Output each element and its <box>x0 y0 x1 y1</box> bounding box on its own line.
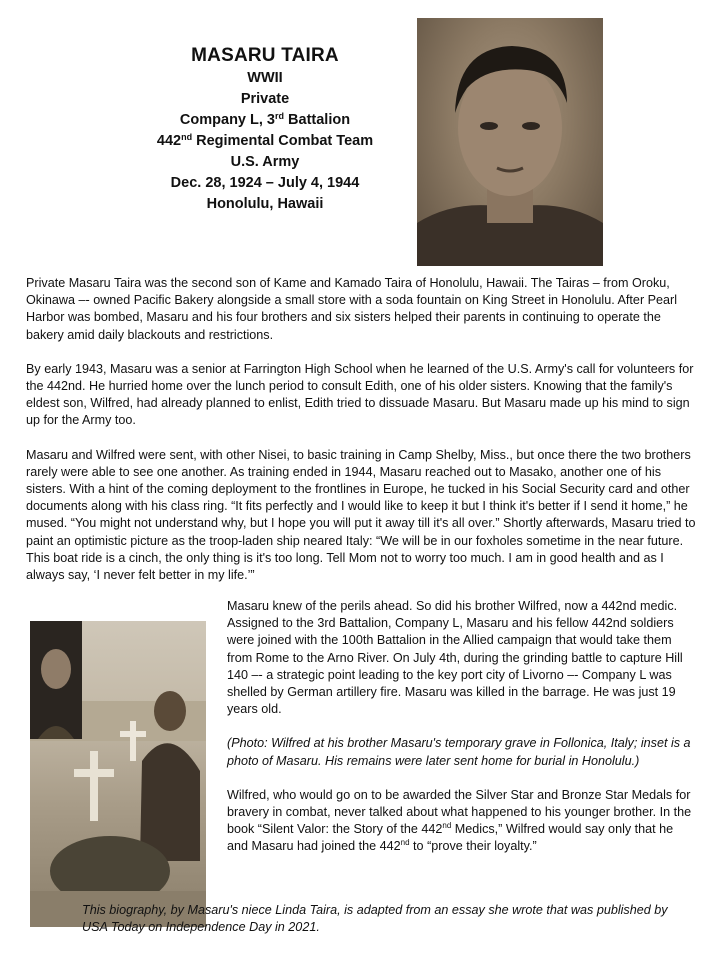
team-suffix: Regimental Combat Team <box>192 133 374 149</box>
side-p3-a: Wilfred, who would go on to be awarded the Silver Star and Bronze Star Medals for bravery in combat, never talked about what happened to his younger brother. In the book “Silent Valor: the Story of the 442 <box>227 787 692 837</box>
war-label: WWII <box>247 70 283 86</box>
branch-label: U.S. Army <box>230 154 300 170</box>
paragraph-3: Masaru and Wilfred were sent, with other Nisei, to basic training in Camp Shelby, Miss., but once there the two brothers rarely were able to see one another. As training ended in 1944, Masaru reached out to Masako, another one of his sisters. With a hint of the coming deployment to the frontlines in Europe, he tucked in his Social Security card and other documents along with his class ring. “It fits perfectly and I would like to keep it but I think it's better if I send it home,” he mused. “You might not understand why, but I hope you will put it away till it's all over.” Shortly afterwards, Masaru tried to paint an optimistic picture as the troop-laden ship neared Italy: “We will be in our foxholes sometime in the near future. This boat ride is a cinch, the only thing is it's too long. Tell Mom not to worry too much. I am in good health and as I always say, ‘I never felt better in my life.’” <box>26 447 696 583</box>
team-label <box>110 131 420 152</box>
portrait-photo <box>417 18 603 266</box>
side-p3-b: Medics,” Wilfred would say only that he and Masaru had joined the 442 <box>227 822 674 854</box>
side-p3-sup2: nd <box>400 838 410 848</box>
team-prefix: 442 <box>156 133 182 149</box>
portrait-illustration <box>417 18 603 266</box>
grave-illustration <box>30 621 206 927</box>
paragraph-2: By early 1943, Masaru was a senior at Farrington High School when he learned of the U.S. Army's call for volunteers for the 442nd. He hurried home over the lunch period to consult Edith, one of his older sisters. Knowing that the family's eldest son, Wilfred, had already planned to enlist, Edith tried to dissuade Masaru. But Masaru made up his mind to sign up for the Army too. <box>26 361 694 428</box>
rank-label: Private <box>240 91 290 107</box>
hometown-label: Honolulu, Hawaii <box>206 196 324 212</box>
grave-photo <box>30 621 206 927</box>
company-sup: rd <box>275 111 284 121</box>
footer-note: This biography, by Masaru's niece Linda Taira, is adapted from an essay she wrote that was published by USA Today on Independence Day in 2021. <box>82 903 668 935</box>
side-p3-c: to “prove their loyalty.” <box>409 839 537 854</box>
side-column <box>227 598 697 873</box>
biography-body <box>26 275 702 601</box>
company-prefix: Company L, 3 <box>179 112 275 128</box>
life-dates: Dec. 28, 1924 – July 4, 1944 <box>170 175 360 191</box>
team-sup: nd <box>181 132 193 142</box>
photo-caption: (Photo: Wilfred at his brother Masaru's temporary grave in Follonica, Italy; inset is a photo of Masaru. His remains were later sent home for burial in Honolulu.) <box>227 736 691 768</box>
side-paragraph-3 <box>227 787 697 856</box>
side-p3-sup1: nd <box>442 821 452 831</box>
header-block <box>110 44 420 215</box>
side-paragraph-1: Masaru knew of the perils ahead. So did his brother Wilfred, now a 442nd medic. Assigned to the 3rd Battalion, Company L, Masaru and his fellow 442nd soldiers were joined with the 100th Battalion in the Allied campaign that would take them from Rome to the Arno River. On July 4th, during the grinding battle to capture Hill 140 –- a strategic point leading to the key port city of Livorno –- Company L was shelled by German artillery fire. Masaru was killed in the barrage. He was just 19 years old. <box>227 599 683 717</box>
paragraph-1: Private Masaru Taira was the second son of Kame and Kamado Taira of Honolulu, Hawaii. The Tairas – from Oroku, Okinawa –- owned Pacific Bakery alongside a small store with a soda fountain on King Street in Honolulu. After Pearl Harbor was bombed, Masaru and his four brothers and six sisters helped their parents in continuing to operate the bakery amid daily blackouts and restrictions. <box>26 276 678 342</box>
company-label <box>110 110 420 131</box>
company-suffix: Battalion <box>284 112 351 128</box>
soldier-name: MASARU TAIRA <box>191 45 339 66</box>
